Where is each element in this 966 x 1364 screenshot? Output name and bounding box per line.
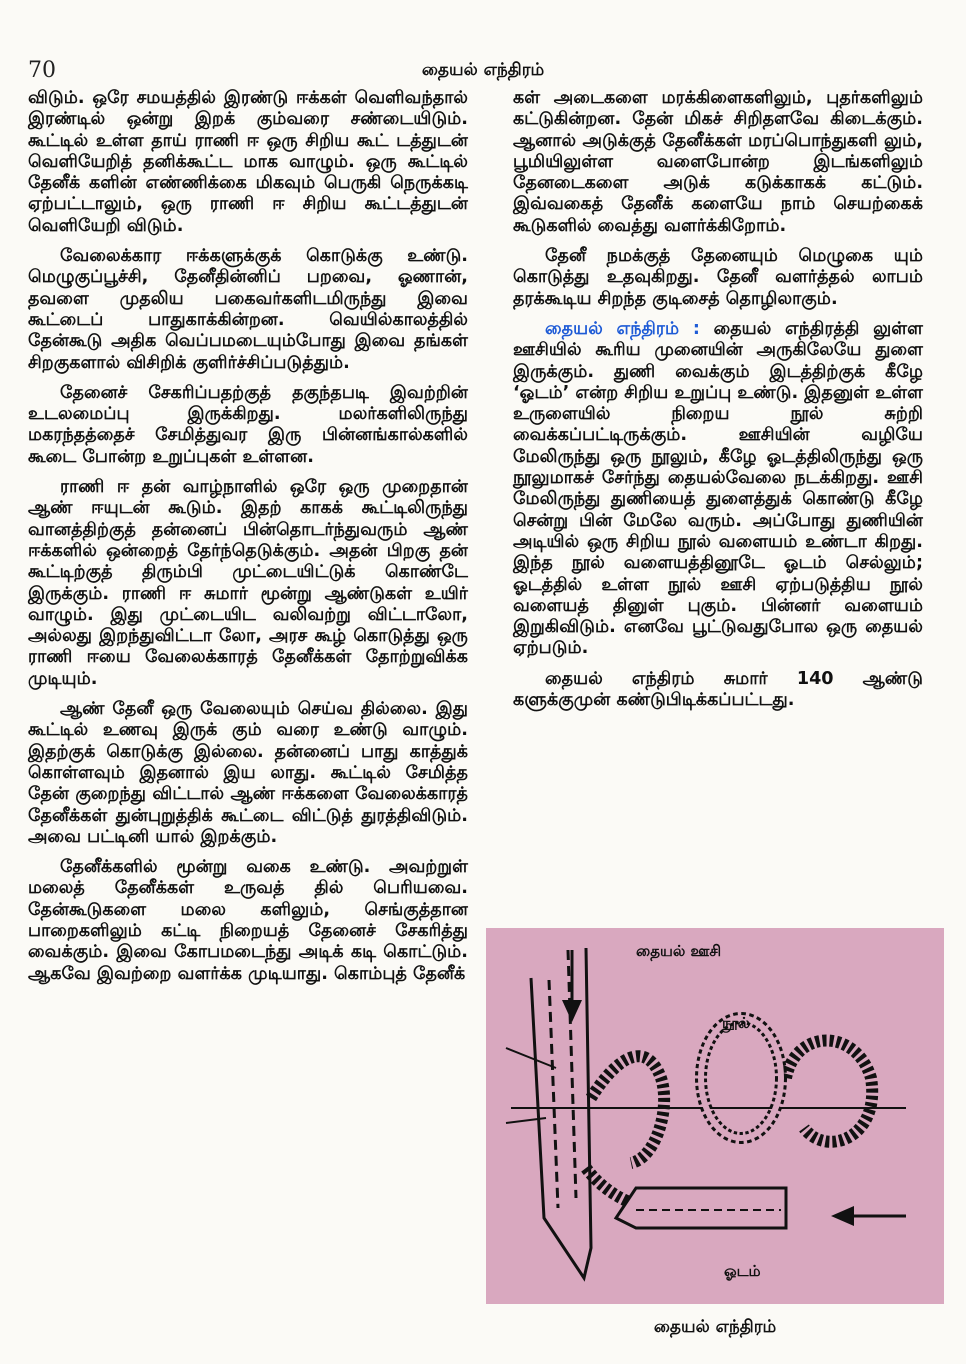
right-column [513, 88, 923, 720]
thread-loops [586, 1018, 872, 1212]
paragraph: விடும். ஒரே சமயத்தில் இரண்டு ஈக்கள் வெளிவந்தால் இரண்டில் ஒன்று இறக் கும்வரை சண்டையிடும். கூட்டில் உள்ள தாய் ராணி ஈ ஒரு சிறிய கூட் டத்துடன் வெளியேறித் தனிக்கூட்ட மாக வாழும். ஒரு கூட்டில் தேனீக் களின் எண்ணிக்கை மிகவும் பெருகி நெருக்கடி ஏற்பட்டாலும், ஒரு ராணி ஈ சிறிய கூட்டத்துடன் வெளியேறி விடும். [28, 88, 468, 236]
running-head: தையல் எந்திரம் [421, 60, 545, 80]
fabric-edge [506, 1048, 556, 1068]
left-column [28, 88, 468, 994]
paragraph: ராணி ஈ தன் வாழ்நாளில் ஒரே ஒரு முறைதான் ஆண் ஈயுடன் கூடும். இதற் காகக் கூட்டிலிருந்து வானத்திற்குத் தன்னைப் பின்தொடர்ந்துவரும் ஆண் ஈக்களில் ஒன்றைத் தேர்ந்தெடுக்கும். அதன் பிறகு தன் கூட்டிற்குத் திரும்பி முட்டையிட்டுக் கொண்டே இருக்கும். ராணி ஈ சுமார் மூன்று ஆண்டுகள் உயிர் வாழும். இது முட்டையிட வலிவற்று விட்டாலோ, அல்லது இறந்துவிட்டா லோ, அரச கூழ் கொடுத்து ஒரு ராணி ஈயை வேலைக்காரத் தேனீக்கள் தோற்றுவிக்க முடியும். [28, 477, 468, 689]
thread-label: நூல் [722, 1014, 751, 1032]
stitch-diagram [486, 928, 944, 1304]
down-arrow-icon [562, 950, 582, 1022]
sewing-machine-figure [486, 928, 944, 1304]
paragraph: தேனைச் சேகரிப்பதற்குத் தகுந்தபடி இவற்றின் உடலமைப்பு இருக்கிறது. மலர்களிலிருந்து மகரந்தத்தைச் சேமித்துவர இரு பின்னங்கால்களில் கூடை போன்ற உறுப்புகள் உள்ளன. [28, 382, 468, 467]
needle-icon [531, 948, 591, 1278]
needle-label: தையல் ஊசி [636, 942, 722, 960]
section-text: தையல் எந்திரத்தி லுள்ள ஊசியில் கூரிய முனையின் அருகிலேயே துளை இருக்கும். துணி வைக்கும் இடத்திற்குக் கீழே ‘ஓடம்’ என்ற சிறிய உறுப்பு உண்டு. இதனுள் உள்ள உருளையில் நிறைய நூல் சுற்றி வைக்கப்பட்டிருக்கும். ஊசியின் வழியே மேலிருந்து ஒரு நூலும், கீழே ஓடத்திலிருந்து ஒரு நூலுமாகச் சேர்ந்து தையல்வேலை நடக்கிறது. ஊசி மேலிருந்து துணியைத் துளைத்துக் கொண்டு கீழே சென்று பின் மேலே வரும். அப்போது துணியின் அடியில் ஒரு சிறிய நூல் வளையம் உண்டா கிறது. இந்த நூல் வளையத்தினூடே ஓடம் செல்லும்; ஓடத்தில் உள்ள நூல் ஊசி ஏற்படுத்திய நூல் வளையத் தினுள் புகும். பின்னர் வளையம் இறுகிவிடும். எனவே பூட்டுவதுபோல ஒரு தையல் ஏற்படும். [513, 318, 923, 659]
figure-caption: தையல் எந்திரம் [653, 1317, 777, 1337]
shuttle-label: ஓடம் [724, 1262, 761, 1280]
section-paragraph [513, 319, 923, 660]
shuttle-icon [616, 1188, 786, 1228]
left-arrow-icon [831, 1206, 906, 1226]
paragraph: தேனீக்களில் மூன்று வகை உண்டு. அவற்றுள் மலைத் தேனீக்கள் உருவத் தில் பெரியவை. தேன்கூடுகளை மலை களிலும், செங்குத்தான பாறைகளிலும் கட்டி நிறையத் தேனைச் சேகரித்து வைக்கும். இவை கோபமடைந்து அடிக் கடி கொட்டும். ஆகவே இவற்றை வளர்க்க முடியாது. கொம்புத் தேனீக் [28, 857, 468, 984]
paragraph: வேலைக்கார ஈக்களுக்குக் கொடுக்கு உண்டு. மெழுகுப்பூச்சி, தேனீதின்னிப் பறவை, ஓணான், தவளை முதலிய பகைவர்களிடமிருந்து இவை கூட்டைப் பாதுகாக்கின்றன. வெயில்காலத்தில் தேன்கூடு அதிக வெப்பமடையும்போது இவை தங்கள் சிறகுகளால் விசிறிக் குளிர்ச்சிப்படுத்தும். [28, 246, 468, 373]
paragraph: தேனீ நமக்குத் தேனையும் மெழுகை யும் கொடுத்து உதவுகிறது. தேனீ வளர்த்தல் லாபம் தரக்கூடிய சிறந்த குடிசைத் தொழிலாகும். [513, 246, 923, 309]
paragraph: தையல் எந்திரம் சுமார் 140 ஆண்டு களுக்குமுன் கண்டுபிடிக்கப்பட்டது. [513, 668, 923, 711]
paragraph: ஆண் தேனீ ஒரு வேலையும் செய்வ தில்லை. இது கூட்டில் உணவு இருக் கும் வரை உண்டு வாழும். இதற்குக் கொடுக்கு இல்லை. தன்னைப் பாது காத்துக் கொள்ளவும் இதனால் இய லாது. கூட்டில் சேமித்த தேன் குறைந்து விட்டால் ஆண் ஈக்களை வேலைக்காரத் தேனீக்கள் துன்புறுத்திக் கூட்டை விட்டுத் துரத்திவிடும். அவை பட்டினி யால் இறக்கும். [28, 699, 468, 847]
paragraph: கள் அடைகளை மரக்கிளைகளிலும், புதர்களிலும் கட்டுகின்றன. தேன் மிகச் சிறிதளவே கிடைக்கும். ஆனால் அடுக்குத் தேனீக்கள் மரப்பொந்துகளி லும், பூமியிலுள்ள வளைபோன்ற இடங்களிலும் தேனடைகளை அடுக் கடுக்காகக் கட்டும். இவ்வகைத் தேனீக் களையே நாம் செயற்கைக் கூடுகளில் வைத்து வளர்க்கிறோம். [513, 88, 923, 236]
section-heading: தையல் எந்திரம் : [545, 318, 700, 339]
page-number: 70 [28, 58, 56, 83]
